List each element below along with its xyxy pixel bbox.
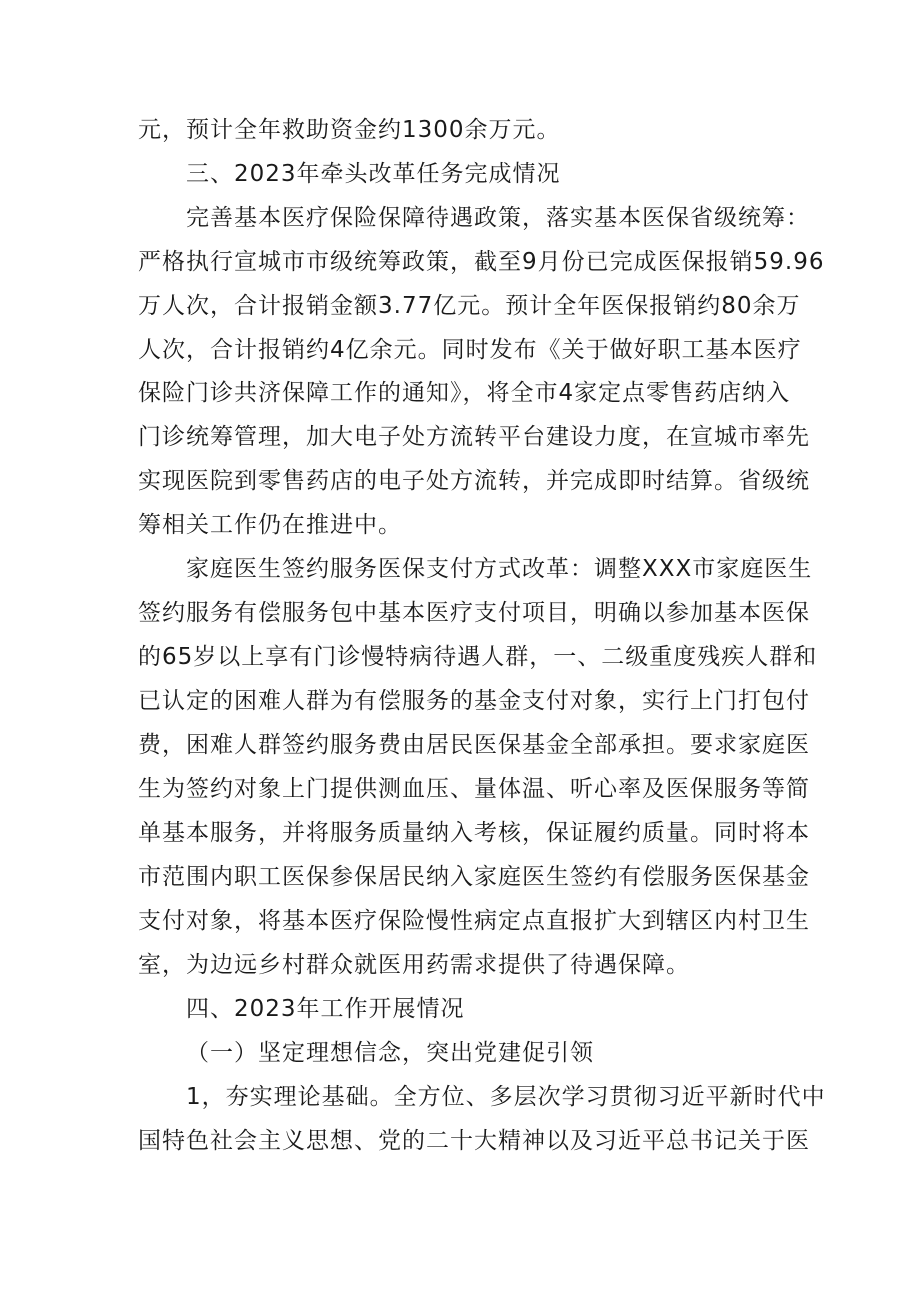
- text-line-24: 国特色社会主义思想、党的二十大精神以及习近平总书记关于医: [138, 1128, 810, 1154]
- text-line-5: 万人次，合计报销金额3.77亿元。预计全年医保报销约80余万: [138, 293, 801, 319]
- text-line-10: 筹相关工作仍在推进中。: [138, 512, 402, 538]
- text-line-14: 已认定的困难人群为有偿服务的基金支付对象，实行上门打包付: [138, 688, 810, 714]
- section-heading-3: 三、2023年牵头改革任务完成情况: [186, 161, 561, 187]
- text-line-7: 保险门诊共济保障工作的通知》，将全市4家定点零售药店纳入: [138, 380, 791, 406]
- subsection-heading-1: （一）坚定理想信念，突出党建促引领: [186, 1040, 594, 1066]
- section-heading-4: 四、2023年工作开展情况: [186, 996, 465, 1022]
- text-line-4: 严格执行宣城市市级统筹政策，截至9月份已完成医保报销59.96: [138, 249, 825, 275]
- text-line-23: 1，夯实理论基础。全方位、多层次学习贯彻习近平新时代中: [186, 1084, 826, 1110]
- text-line-20: 室，为边远乡村群众就医用药需求提供了待遇保障。: [138, 952, 690, 978]
- text-line-12: 签约服务有偿服务包中基本医疗支付项目，明确以参加基本医保: [138, 600, 810, 626]
- text-line-15: 费，困难人群签约服务费由居民医保基金全部承担。要求家庭医: [138, 732, 810, 758]
- text-line-18: 市范围内职工医保参保居民纳入家庭医生签约有偿服务医保基金: [138, 864, 810, 890]
- text-line-3: 完善基本医疗保险保障待遇政策，落实基本医保省级统筹：: [186, 205, 810, 231]
- text-line-8: 门诊统筹管理，加大电子处方流转平台建设力度，在宣城市率先: [138, 424, 810, 450]
- text-line-9: 实现医院到零售药店的电子处方流转，并完成即时结算。省级统: [138, 468, 810, 494]
- text-line-17: 单基本服务，并将服务质量纳入考核，保证履约质量。同时将本: [138, 820, 810, 846]
- text-line-13: 的65岁以上享有门诊慢特病待遇人群，一、二级重度残疾人群和: [138, 644, 818, 670]
- text-line-1: 元，预计全年救助资金约1300余万元。: [138, 117, 561, 143]
- text-line-6: 人次，合计报销约4亿余元。同时发布《关于做好职工基本医疗: [138, 337, 802, 363]
- text-line-16: 生为签约对象上门提供测血压、量体温、听心率及医保服务等简: [138, 776, 810, 802]
- text-line-19: 支付对象，将基本医疗保险慢性病定点直报扩大到辖区内村卫生: [138, 908, 810, 934]
- text-line-11: 家庭医生签约服务医保支付方式改革：调整XXX市家庭医生: [186, 556, 813, 582]
